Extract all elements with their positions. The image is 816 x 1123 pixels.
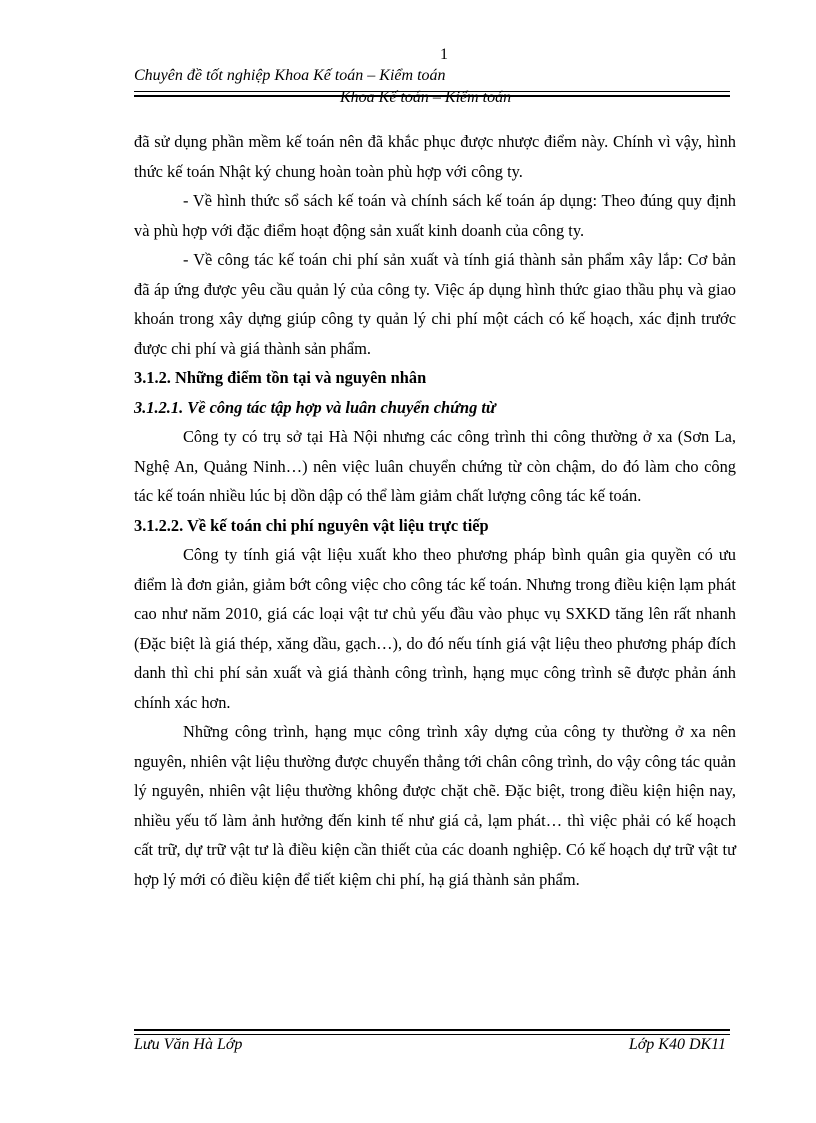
document-body [134,127,736,894]
subsection-heading: 3.1.2.2. Về kế toán chi phí nguyên vật liệu trực tiếp [134,515,489,535]
footer-author: Lưu Văn Hà Lớp [134,1036,243,1053]
running-header: Chuyên đề tốt nghiệp Khoa Kế toán – Kiểm toán [134,67,446,84]
paragraph: Công ty tính giá vật liệu xuất kho theo phương pháp bình quân gia quyền có ưu điểm là đơn giản, giảm bớt công việc cho công tác kế toán. Nhưng trong điều kiện lạm phát cao như năm 2010, giá các loại vật tư chủ yếu đầu vào phục vụ SXKD tăng lên rất nhanh (Đặc biệt là giá thép, xăng dầu, gạch…), do đó nếu tính giá vật liệu theo phương pháp đích danh thì chi phí sản xuất và giá thành công trình, hạng mục công trình sẽ được phản ánh chính xác hơn. [134,545,736,712]
paragraph: Công ty có trụ sở tại Hà Nội nhưng các công trình thi công thường ở xa (Sơn La, Nghệ An, Quảng Ninh…) nên việc luân chuyển chứng từ còn chậm, do đó làm cho công tác kế toán nhiều lúc bị dồn dập có thể làm giảm chất lượng công tác kế toán. [134,427,736,505]
paragraph: - Về công tác kế toán chi phí sản xuất và tính giá thành sản phẩm xây lắp: Cơ bản đã áp ứng được yêu cầu quản lý của công ty. Việc áp dụng hình thức giao thầu phụ và giao khoán trong xây dựng giúp công ty quản lý chi phí một cách có kế hoạch, xác định trước được chi phí và giá thành sản phẩm. [134,250,736,358]
page-number: 1 [440,46,448,63]
running-header-overlap: Khoa Kế toán – Kiểm toán [340,89,512,106]
paragraph: đã sử dụng phần mềm kế toán nên đã khắc phục được nhược điểm này. Chính vì vậy, hình thức kế toán Nhật ký chung hoàn toàn phù hợp với công ty. [134,132,736,181]
paragraph: Những công trình, hạng mục công trình xây dựng của công ty thường ở xa nên nguyên, nhiên vật liệu thường được chuyển thẳng tới chân công trình, do vậy công tác quản lý nguyên, nhiên vật liệu thường không được chặt chẽ. Đặc biệt, trong điều kiện hiện nay, nhiều yếu tố làm ảnh hưởng đến kinh tế như giá cả, lạm phát… thì việc phải có kế hoạch cất trữ, dự trữ vật tư là điều kiện cần thiết của các doanh nghiệp. Có kế hoạch dự trữ vật tư hợp lý mới có điều kiện để tiết kiệm chi phí, hạ giá thành sản phẩm. [134,722,736,889]
section-heading: 3.1.2. Những điểm tồn tại và nguyên nhân [134,368,427,387]
footer-rule-thin [134,1034,730,1035]
footer-class: Lớp K40 DK11 [628,1036,726,1053]
paragraph: - Về hình thức sổ sách kế toán và chính sách kế toán áp dụng: Theo đúng quy định và phù hợp với đặc điểm hoạt động sản xuất kinh doanh của công ty. [134,191,736,240]
subsection-heading: 3.1.2.1. Về công tác tập hợp và luân chuyển chứng từ [134,397,496,417]
footer-rule-thick [134,1029,730,1031]
